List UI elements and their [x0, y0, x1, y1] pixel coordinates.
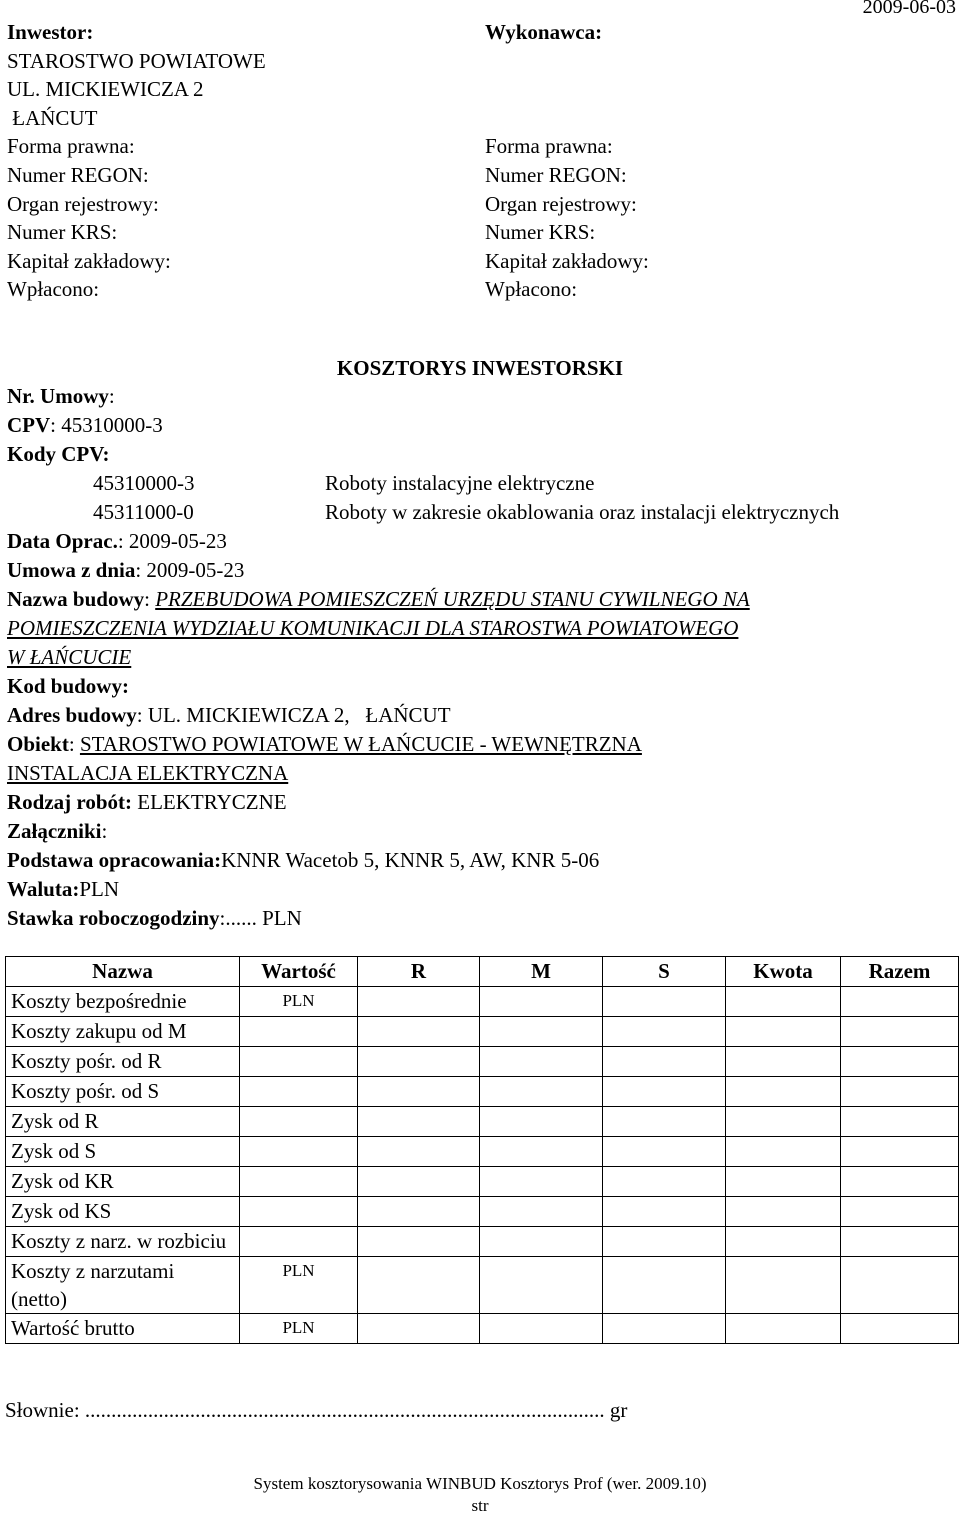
row-name: Koszty zakupu od M: [6, 1017, 240, 1047]
cpv-label: CPV: [7, 413, 51, 437]
cpv-code: 45311000-0: [93, 500, 194, 524]
table-row: [6, 987, 959, 1017]
contractor-field: Forma prawna:: [485, 134, 613, 159]
table-row: [6, 1167, 959, 1197]
column-header: Nazwa: [6, 957, 240, 987]
cpv-value: : 45310000-3: [50, 413, 163, 437]
construction-code-label: Kod budowy:: [7, 674, 129, 698]
investor-field: Kapitał zakładowy:: [7, 248, 171, 273]
row-value: [240, 1107, 358, 1137]
object-line: STAROSTWO POWIATOWE W ŁAŃCUCIE - WEWNĘTRZNA: [79, 732, 642, 756]
cpv-description: Roboty w zakresie okablowania oraz instalacji elektrycznych: [325, 500, 840, 524]
object-label: Obiekt: [7, 732, 69, 756]
contractor-field: Wpłacono:: [485, 277, 578, 302]
table-row: [6, 1017, 959, 1047]
work-type-value: ELEKTRYCZNE: [132, 790, 287, 814]
estimate-metadata: [7, 382, 957, 933]
row-name: Koszty pośr. od R: [6, 1047, 240, 1077]
table-row: [6, 1137, 959, 1167]
contractor-field: Organ rejestrowy:: [485, 191, 637, 216]
hourly-rate-label: Stawka roboczogodziny: [7, 906, 220, 930]
investor-line: UL. MICKIEWICZA 2: [7, 77, 204, 102]
hourly-rate-value: :...... PLN: [219, 906, 302, 930]
attachments-label: Załączniki: [7, 819, 102, 843]
investor-line: STAROSTWO POWIATOWE: [7, 48, 266, 73]
object-sep: :: [68, 732, 80, 756]
contract-date-value: : 2009-05-23: [135, 558, 245, 582]
row-value: PLN: [240, 987, 358, 1017]
investor-field: Wpłacono:: [7, 277, 100, 302]
cost-summary-table: [5, 956, 959, 1344]
investor-field: Numer REGON:: [7, 162, 149, 187]
row-value: [240, 1197, 358, 1227]
table-row: [6, 1314, 959, 1344]
row-name: Koszty z narzutami (netto): [6, 1257, 240, 1314]
row-value: [240, 1167, 358, 1197]
currency-value: PLN: [79, 877, 120, 901]
row-value: [240, 1017, 358, 1047]
construction-name-line: PRZEBUDOWA POMIESZCZEŃ URZĘDU STANU CYWILNEGO NA: [155, 587, 750, 611]
document-date: 2009-06-03: [862, 0, 956, 18]
basis-label: Podstawa opracowania:: [7, 848, 222, 872]
construction-name-sep: :: [144, 587, 156, 611]
footer-page: str: [471, 1496, 489, 1515]
cpv-code-row: [7, 469, 957, 498]
contractor-heading: Wykonawca:: [485, 20, 603, 44]
cpv-description: Roboty instalacyjne elektryczne: [325, 471, 595, 495]
row-name: Koszty z narz. w rozbiciu: [6, 1227, 240, 1257]
table-header-row: [6, 957, 959, 987]
basis-value: KNNR Wacetob 5, KNNR 5, AW, KNR 5-06: [221, 848, 600, 872]
row-value: [240, 1077, 358, 1107]
investor-line: ŁAŃCUT: [7, 105, 98, 130]
row-value: [240, 1047, 358, 1077]
row-value: [240, 1137, 358, 1167]
contract-date-label: Umowa z dnia: [7, 558, 136, 582]
attachments-sep: :: [101, 819, 108, 843]
footer-system: System kosztorysowania WINBUD Kosztorys Prof (wer. 2009.10): [253, 1474, 707, 1493]
row-name: Wartość brutto: [6, 1314, 240, 1344]
construction-name-line: W ŁAŃCUCIE: [7, 645, 132, 669]
document-title: KOSZTORYS INWESTORSKI: [336, 356, 624, 380]
column-header: M: [480, 957, 603, 987]
row-value: PLN: [240, 1257, 358, 1314]
amount-in-words: Słownie: ................................................................................................... gr: [5, 1398, 628, 1422]
page-footer: [0, 1473, 960, 1517]
column-header: Wartość: [240, 957, 358, 987]
row-name: Zysk od R: [6, 1107, 240, 1137]
construction-name-line: POMIESZCZENIA WYDZIAŁU KOMUNIKACJI DLA STAROSTWA POWIATOWEGO: [7, 616, 739, 640]
table-row: [6, 1227, 959, 1257]
table-row: [6, 1197, 959, 1227]
row-name: Zysk od KR: [6, 1167, 240, 1197]
column-header: R: [358, 957, 480, 987]
cpv-code: 45310000-3: [93, 471, 195, 495]
contractor-field: Numer KRS:: [485, 220, 596, 245]
row-name: Koszty pośr. od S: [6, 1077, 240, 1107]
prep-date-value: : 2009-05-23: [117, 529, 227, 553]
investor-heading: Inwestor:: [7, 20, 94, 44]
object-line: INSTALACJA ELEKTRYCZNA: [7, 761, 289, 785]
row-name: Zysk od KS: [6, 1197, 240, 1227]
row-value: PLN: [240, 1314, 358, 1344]
address-value: : UL. MICKIEWICZA 2, ŁAŃCUT: [136, 703, 451, 727]
currency-label: Waluta:: [7, 877, 80, 901]
construction-name-label: Nazwa budowy: [7, 587, 145, 611]
contractor-field: Numer REGON:: [485, 162, 627, 187]
column-header: S: [603, 957, 726, 987]
work-type-label: Rodzaj robót:: [7, 790, 133, 814]
row-name: Zysk od S: [6, 1137, 240, 1167]
investor-field: Forma prawna:: [7, 134, 135, 159]
contractor-block: [485, 18, 649, 304]
address-label: Adres budowy: [7, 703, 137, 727]
table-row: [6, 1047, 959, 1077]
column-header: Kwota: [726, 957, 841, 987]
investor-field: Organ rejestrowy:: [7, 191, 159, 216]
contractor-field: Kapitał zakładowy:: [485, 248, 649, 273]
prep-date-label: Data Oprac.: [7, 529, 118, 553]
row-name: Koszty bezpośrednie: [6, 987, 240, 1017]
table-row: [6, 1107, 959, 1137]
investor-field: Numer KRS:: [7, 220, 118, 245]
column-header: Razem: [841, 957, 959, 987]
investor-block: [7, 18, 266, 304]
row-value: [240, 1227, 358, 1257]
cpv-code-row: [7, 498, 957, 527]
contract-number-value: :: [108, 384, 115, 408]
cpv-codes-label: Kody CPV:: [7, 442, 110, 466]
contract-number-label: Nr. Umowy: [7, 384, 109, 408]
table-row: [6, 1257, 959, 1314]
table-row: [6, 1077, 959, 1107]
